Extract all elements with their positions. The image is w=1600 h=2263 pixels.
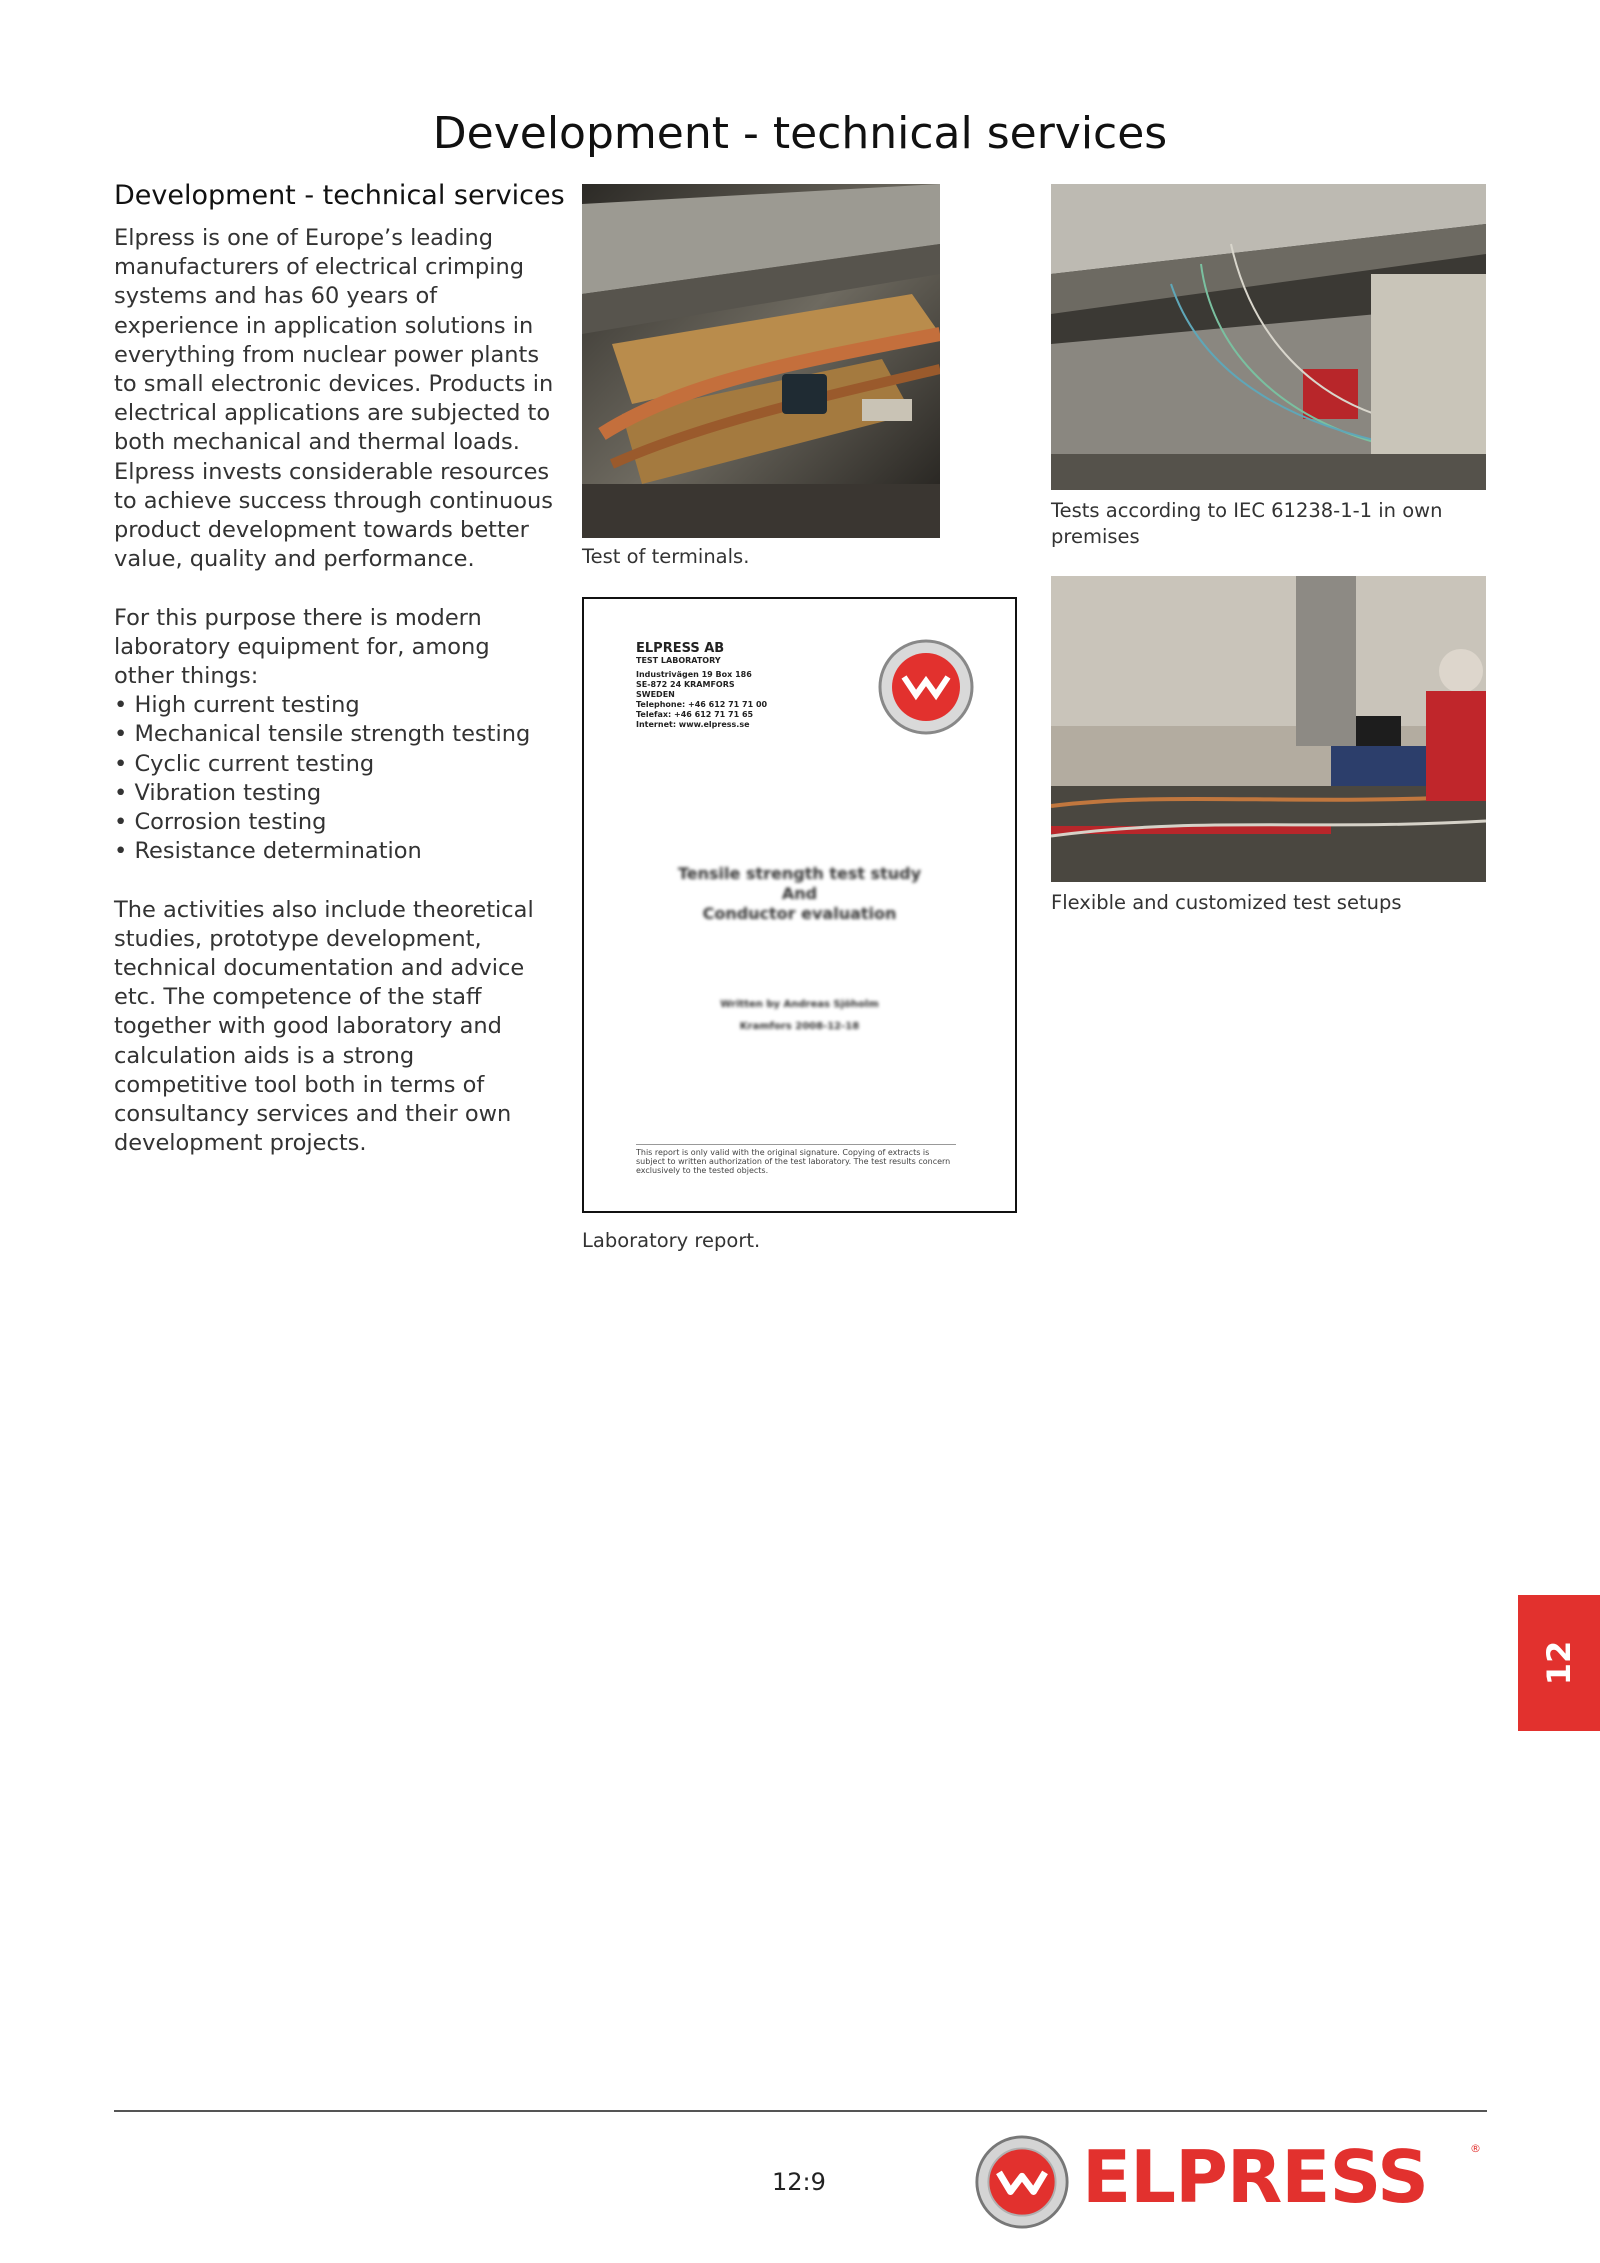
list-item: • High current testing [114, 691, 554, 720]
footer-rule [114, 2110, 1487, 2112]
report-line: TEST LABORATORY [636, 656, 721, 665]
equipment-paragraph: For this purpose there is modern laboratory equipment for, among other things: [114, 604, 490, 690]
section-number: 12 [1540, 1640, 1578, 1686]
intro-paragraph: Elpress is one of Europe’s leading manufacturers of electrical crimping systems and has 60 years of experience in application solutions in everything from nuclear power plants to small electronic devices. Products in electrical applications are subjected to both mechanical and thermal loads. Elpress invests considerable resources to achieve success through continuous product development towards better value, quality and performance. [114, 225, 554, 573]
report-company: ELPRESS AB [636, 641, 725, 656]
list-item: • Vibration testing [114, 779, 554, 808]
iec-test-photo [1051, 184, 1486, 490]
list-item: • Cyclic current testing [114, 750, 554, 779]
report-line: Telephone: +46 612 71 71 00 [636, 700, 768, 709]
elpress-wordmark: ELPRESS [1082, 2135, 1428, 2219]
list-item: • Corrosion testing [114, 808, 554, 837]
report-line: Internet: www.elpress.se [636, 720, 750, 729]
elpress-logo-icon [974, 2134, 1070, 2230]
report-line: SWEDEN [636, 690, 675, 699]
test-setup-photo [1051, 576, 1486, 882]
body-text [114, 224, 554, 1188]
report-footer: This report is only valid with the original signature. Copying of extracts is subject to written authorization of the test laboratory. The test results concern exclusively to the tested objects. [636, 1144, 956, 1175]
report-line: Industrivägen 19 Box 186 [636, 670, 752, 679]
report-title: Tensile strength test study And Conductor evaluation [678, 864, 921, 923]
setup-caption: Flexible and customized test setups [1051, 891, 1402, 914]
iec-caption: Tests according to IEC 61238-1-1 in own premises [1051, 499, 1443, 548]
list-item: • Resistance determination [114, 837, 554, 866]
report-logo-icon [876, 637, 976, 737]
section-heading: Development - technical services [114, 180, 565, 211]
terminals-photo [582, 184, 940, 538]
activities-paragraph: The activities also include theoretical studies, prototype development, technical documentation and advice etc. The competence of the staff together with good laboratory and calculation aids is a strong competitive tool both in terms of consultancy services and their own development projects. [114, 896, 534, 1157]
laboratory-report [582, 597, 1017, 1213]
report-caption: Laboratory report. [582, 1229, 761, 1252]
report-author: Written by Andreas Sjöholm Kramfors 2008-12-18 [720, 999, 879, 1032]
page-title: Development - technical services [432, 108, 1168, 159]
testing-list [114, 691, 554, 866]
report-line: Telefax: +46 612 71 71 65 [636, 710, 754, 719]
list-item: • Mechanical tensile strength testing [114, 720, 554, 749]
terminals-caption: Test of terminals. [582, 545, 750, 568]
report-line: SE-872 24 KRAMFORS [636, 680, 735, 689]
page-number: 12:9 [772, 2168, 826, 2196]
report-header [636, 641, 767, 730]
section-tab [1518, 1595, 1600, 1731]
registered-mark: ® [1470, 2142, 1481, 2155]
